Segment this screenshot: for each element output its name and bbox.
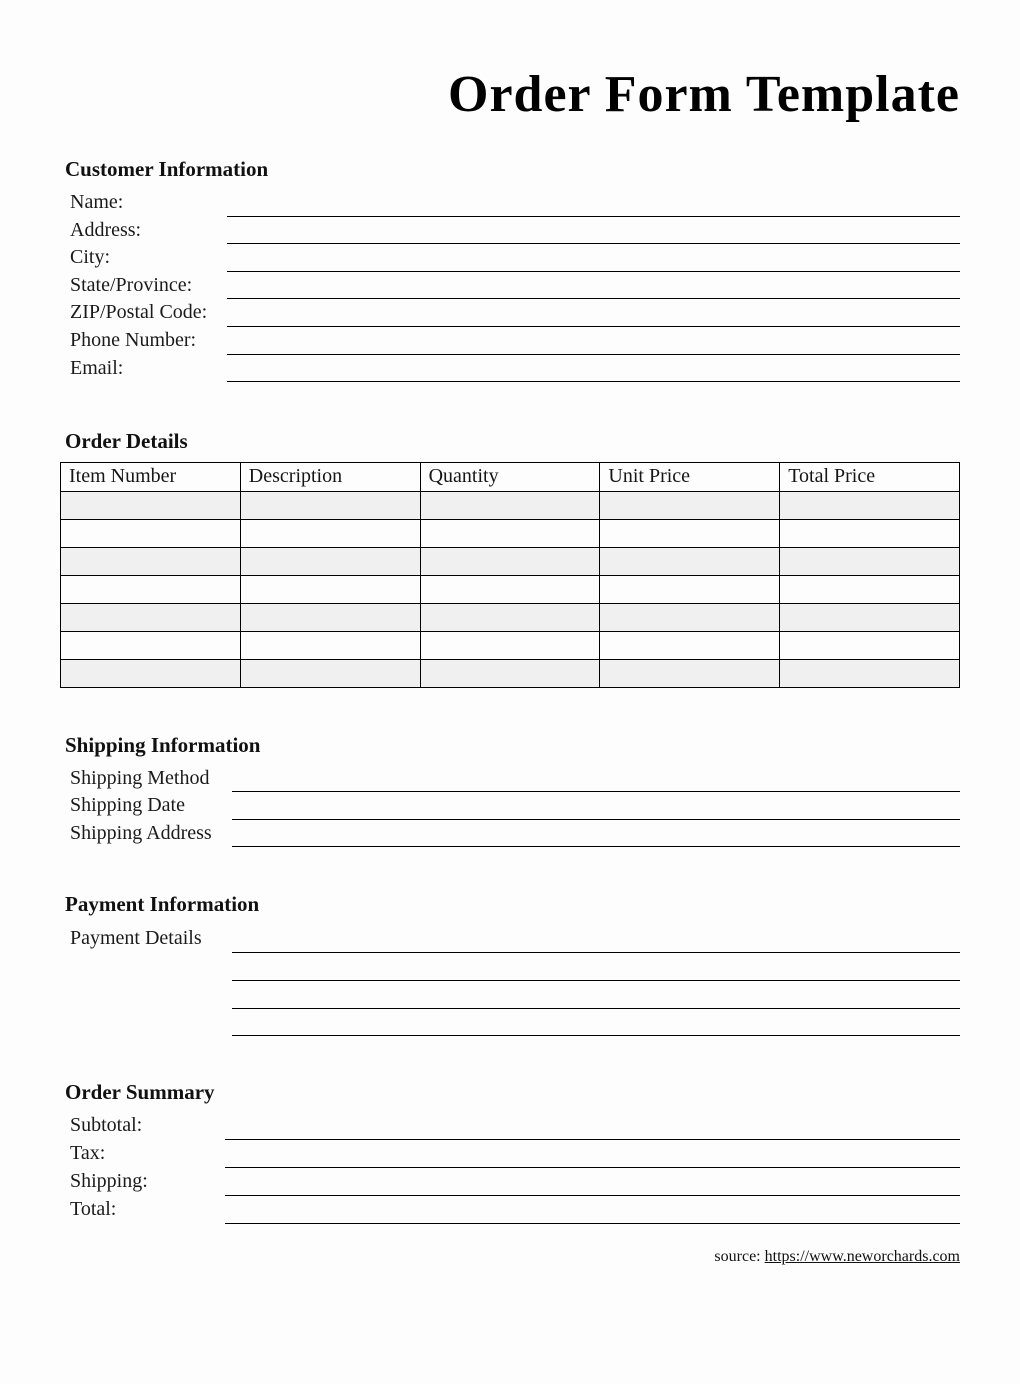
table-cell-total-price — [780, 575, 960, 603]
table-row — [61, 491, 960, 519]
column-header-total-price: Total Price — [780, 463, 960, 492]
form-field-row — [70, 300, 960, 328]
section-heading-payment: Payment Information — [65, 892, 260, 917]
field-input-line — [232, 1010, 960, 1037]
table-cell-total-price — [780, 547, 960, 575]
footer — [60, 1247, 960, 1267]
field-input-line — [232, 793, 960, 820]
field-label: Address: — [70, 218, 142, 241]
table-cell-total-price — [780, 631, 960, 659]
field-input-line — [227, 356, 960, 383]
order-items-table — [60, 462, 960, 688]
field-input-line — [225, 1113, 960, 1140]
table-cell-quantity — [420, 547, 600, 575]
field-label-spacer — [70, 1010, 232, 1038]
form-field-row — [70, 766, 960, 794]
table-row — [61, 631, 960, 659]
table-row — [61, 603, 960, 631]
page-title: Order Form Template — [448, 66, 960, 123]
form-field-row — [70, 245, 960, 273]
document-page — [0, 64, 1020, 1384]
table-cell-item-number — [61, 547, 241, 575]
section-heading-summary: Order Summary — [65, 1080, 215, 1105]
table-row — [61, 519, 960, 547]
table-cell-item-number — [61, 519, 241, 547]
table-row — [61, 575, 960, 603]
field-label: Tax: — [70, 1142, 106, 1165]
column-header-item-number: Item Number — [61, 463, 241, 492]
table-cell-item-number — [61, 659, 241, 687]
field-label: ZIP/Postal Code: — [70, 301, 208, 324]
section-heading-shipping: Shipping Information — [65, 732, 261, 757]
table-cell-quantity — [420, 659, 600, 687]
field-input-line — [232, 821, 960, 848]
table-cell-quantity — [420, 491, 600, 519]
table-cell-item-number — [61, 491, 241, 519]
form-field-row — [70, 273, 960, 301]
field-input-line — [227, 245, 960, 272]
table-cell-item-number — [61, 603, 241, 631]
form-field-row — [70, 1197, 960, 1225]
column-header-quantity: Quantity — [420, 463, 600, 492]
field-input-line — [225, 1197, 960, 1224]
shipping-fields — [70, 766, 960, 849]
field-label: Total: — [70, 1198, 117, 1221]
payment-information-section — [60, 891, 960, 1037]
field-input-line — [225, 1169, 960, 1196]
field-label: Name: — [70, 191, 124, 213]
table-cell-unit-price — [600, 659, 780, 687]
form-field-row — [70, 190, 960, 218]
table-cell-quantity — [420, 519, 600, 547]
table-cell-description — [240, 547, 420, 575]
field-label-spacer — [70, 954, 232, 982]
footer-source-label: source: — [714, 1248, 765, 1266]
column-header-description: Description — [240, 463, 420, 492]
table-cell-total-price — [780, 519, 960, 547]
field-input-line — [227, 300, 960, 327]
form-field-row — [70, 982, 960, 1010]
form-field-row — [70, 793, 960, 821]
table-cell-unit-price — [600, 575, 780, 603]
table-cell-total-price — [780, 603, 960, 631]
form-field-row — [70, 926, 960, 954]
column-header-unit-price: Unit Price — [600, 463, 780, 492]
table-cell-quantity — [420, 575, 600, 603]
table-cell-item-number — [61, 631, 241, 659]
table-cell-description — [240, 491, 420, 519]
field-label: Phone Number: — [70, 328, 197, 351]
form-field-row — [70, 1169, 960, 1197]
field-input-line — [227, 190, 960, 217]
order-details-section — [60, 428, 960, 688]
form-field-row — [70, 954, 960, 982]
field-input-line — [227, 218, 960, 245]
field-label: Shipping Method — [70, 766, 210, 789]
field-label: Subtotal: — [70, 1114, 143, 1137]
field-label: City: — [70, 246, 111, 269]
table-cell-unit-price — [600, 631, 780, 659]
field-input-line — [232, 954, 960, 981]
table-cell-quantity — [420, 603, 600, 631]
table-cell-unit-price — [600, 547, 780, 575]
field-label: State/Province: — [70, 273, 193, 296]
field-label: Payment Details — [70, 927, 202, 950]
section-heading-customer: Customer Information — [65, 157, 269, 181]
section-heading-order-details: Order Details — [65, 429, 188, 454]
payment-extra-lines — [70, 954, 960, 1037]
shipping-information-section — [60, 732, 960, 849]
form-field-row — [70, 1141, 960, 1169]
field-input-line — [232, 926, 960, 953]
header-row — [61, 463, 960, 492]
table-cell-description — [240, 603, 420, 631]
form-field-row — [70, 356, 960, 384]
table-cell-description — [240, 519, 420, 547]
table-cell-unit-price — [600, 519, 780, 547]
field-label: Shipping Address — [70, 821, 212, 844]
order-summary-section — [60, 1079, 960, 1225]
form-field-row — [70, 1010, 960, 1038]
field-label: Shipping Date — [70, 794, 185, 817]
field-input-line — [227, 328, 960, 355]
field-label-spacer — [70, 982, 232, 1010]
form-field-row — [70, 1113, 960, 1141]
field-label: Email: — [70, 356, 124, 379]
customer-fields — [70, 190, 960, 383]
table-cell-item-number — [61, 575, 241, 603]
form-field-row — [70, 328, 960, 356]
table-row — [61, 547, 960, 575]
field-input-line — [232, 982, 960, 1009]
table-cell-description — [240, 575, 420, 603]
table-cell-description — [240, 659, 420, 687]
form-field-row — [70, 821, 960, 849]
table-cell-total-price — [780, 659, 960, 687]
order-table-header — [61, 463, 960, 492]
order-table-body — [61, 491, 960, 687]
form-field-row — [70, 218, 960, 246]
table-cell-unit-price — [600, 603, 780, 631]
field-label: Shipping: — [70, 1170, 148, 1193]
source-link[interactable]: https://www.neworchards.com — [764, 1248, 960, 1266]
table-cell-description — [240, 631, 420, 659]
table-cell-quantity — [420, 631, 600, 659]
table-row — [61, 659, 960, 687]
customer-information-section — [60, 156, 960, 383]
payment-fields — [70, 926, 960, 1037]
field-input-line — [232, 766, 960, 793]
table-cell-total-price — [780, 491, 960, 519]
summary-fields — [70, 1113, 960, 1225]
field-input-line — [225, 1141, 960, 1168]
field-input-line — [227, 273, 960, 300]
table-cell-unit-price — [600, 491, 780, 519]
